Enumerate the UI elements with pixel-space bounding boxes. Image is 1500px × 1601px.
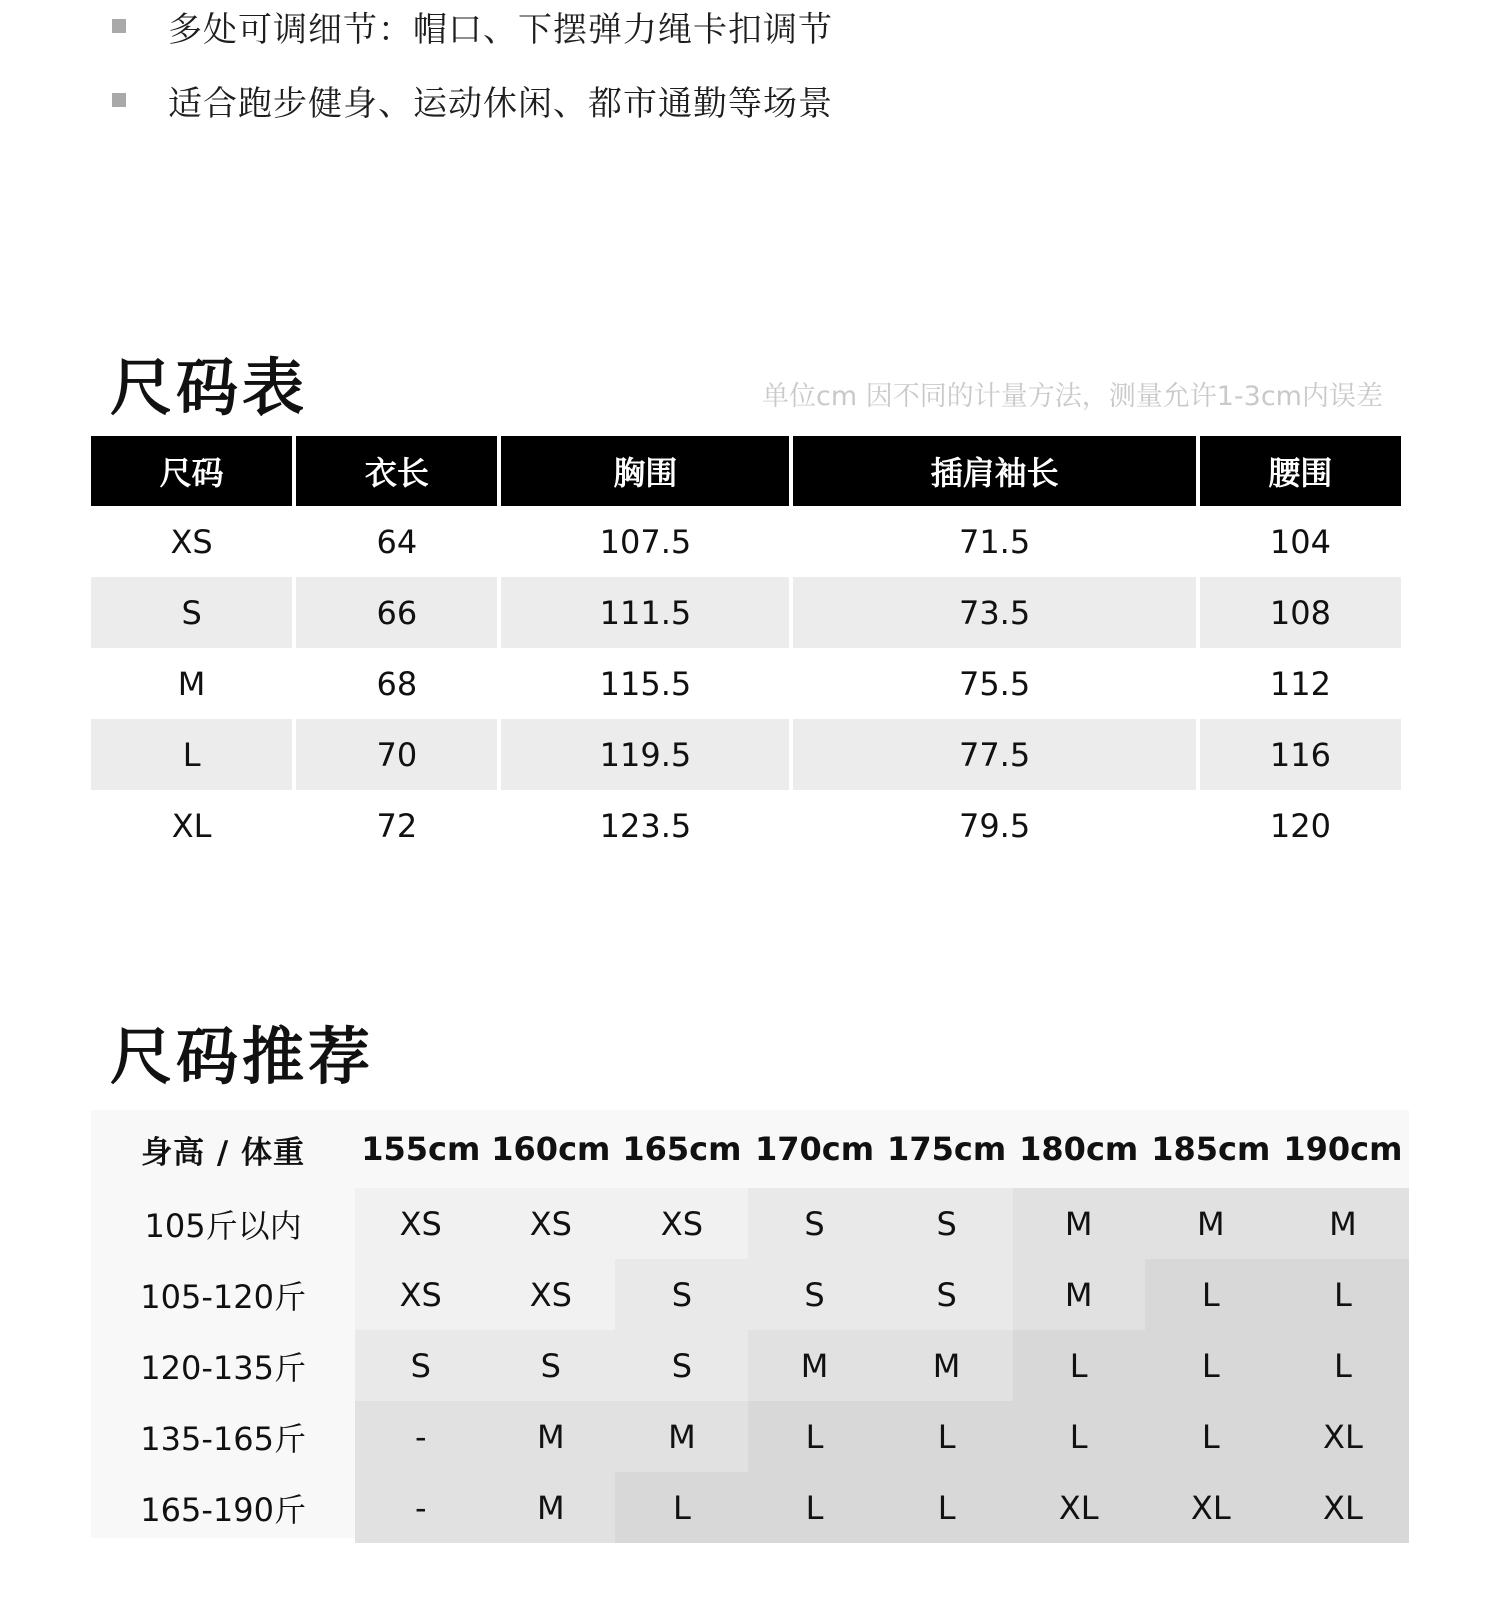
size-cell: M (615, 1401, 748, 1472)
size-cell: M (1013, 1188, 1145, 1259)
size-table-title: 尺码表 (110, 351, 309, 424)
table-cell: 112 (1269, 664, 1331, 703)
table-cell: 72 (376, 806, 418, 845)
size-cell: - (355, 1472, 486, 1543)
table-row (91, 506, 1401, 577)
size-cell: XL (1145, 1472, 1277, 1543)
table-cell: 104 (1269, 522, 1331, 561)
bullet-square-icon (112, 93, 126, 107)
height-header: 170cm (754, 1130, 875, 1168)
size-cell: XS (355, 1259, 486, 1330)
table-cell: 119.5 (501, 719, 789, 790)
table-row (91, 790, 1401, 861)
table-cell: 116 (1200, 719, 1401, 790)
table-cell: 70 (296, 719, 497, 790)
table-row (91, 1330, 1409, 1401)
size-table-header-length: 衣长 (296, 436, 497, 506)
table-row (91, 577, 1401, 648)
table-cell: 123.5 (599, 806, 692, 845)
size-cell: L (1145, 1330, 1277, 1401)
table-cell: XS (170, 522, 213, 561)
weight-label: 105斤以内 (144, 1206, 302, 1245)
table-cell: XL (171, 806, 212, 845)
size-cell: L (615, 1472, 748, 1543)
table-cell: M (177, 664, 206, 703)
size-cell: L (1145, 1401, 1277, 1472)
table-row (91, 1188, 1409, 1259)
size-cell: L (1013, 1401, 1145, 1472)
height-header: 160cm (491, 1130, 611, 1168)
table-cell: 68 (376, 664, 418, 703)
table-cell: 115.5 (599, 664, 692, 703)
size-table-header-sleeve: 插肩袖长 (793, 436, 1195, 506)
size-cell: M (486, 1472, 615, 1543)
size-table-unit-note: 单位cm 因不同的计量方法，测量允许1-3cm内误差 (762, 381, 1383, 412)
size-cell: M (881, 1330, 1013, 1401)
size-recommend-panel (91, 1110, 1409, 1538)
size-cell: S (881, 1188, 1013, 1259)
size-table (87, 436, 1405, 861)
size-cell: XL (1013, 1472, 1145, 1543)
table-row (91, 1401, 1409, 1472)
weight-label: 165-190斤 (140, 1490, 306, 1529)
size-cell: XS (486, 1188, 615, 1259)
size-cell: L (1277, 1259, 1409, 1330)
feature-bullet (112, 70, 1312, 130)
size-table-header-waist: 腰围 (1200, 436, 1401, 506)
table-cell: 71.5 (958, 522, 1031, 561)
table-cell: 77.5 (793, 719, 1195, 790)
size-cell: S (748, 1188, 880, 1259)
table-cell: 64 (376, 522, 418, 561)
table-cell: 79.5 (958, 806, 1031, 845)
weight-label: 120-135斤 (140, 1348, 306, 1387)
size-table-header-chest: 胸围 (501, 436, 789, 506)
size-cell: - (355, 1401, 486, 1472)
recommend-header-row (91, 1110, 1409, 1188)
feature-bullet-text: 多处可调细节：帽口、下摆弹力绳卡扣调节 (168, 9, 833, 50)
size-cell: L (881, 1472, 1013, 1543)
weight-label: 135-165斤 (140, 1419, 306, 1458)
size-cell: S (615, 1259, 748, 1330)
size-table-header-row (91, 436, 1401, 506)
size-cell: XS (355, 1188, 486, 1259)
size-cell: M (1013, 1259, 1145, 1330)
table-cell: 75.5 (958, 664, 1031, 703)
height-header: 165cm (622, 1130, 742, 1168)
size-cell: S (486, 1330, 615, 1401)
size-cell: M (748, 1330, 880, 1401)
size-cell: S (748, 1259, 880, 1330)
size-cell: L (748, 1401, 880, 1472)
table-cell: 111.5 (501, 577, 789, 648)
size-cell: M (486, 1401, 615, 1472)
table-row (91, 719, 1401, 790)
size-cell: L (1013, 1330, 1145, 1401)
height-header: 190cm (1283, 1130, 1403, 1168)
size-table-header-size: 尺码 (91, 436, 292, 506)
height-header: 180cm (1019, 1130, 1139, 1168)
size-recommend-title: 尺码推荐 (110, 1020, 375, 1093)
bullet-square-icon (112, 19, 126, 33)
size-cell: S (881, 1259, 1013, 1330)
recommend-corner-label: 身高 / 体重 (141, 1134, 306, 1171)
table-cell: 73.5 (793, 577, 1195, 648)
feature-bullet-text: 适合跑步健身、运动休闲、都市通勤等场景 (168, 83, 833, 124)
size-cell: M (1277, 1188, 1409, 1259)
size-cell: XL (1277, 1401, 1409, 1472)
height-header: 175cm (887, 1130, 1007, 1168)
size-cell: L (1277, 1330, 1409, 1401)
size-cell: L (1145, 1259, 1277, 1330)
weight-label: 105-120斤 (140, 1277, 306, 1316)
table-row (91, 1472, 1409, 1543)
table-row (91, 648, 1401, 719)
size-cell: XL (1277, 1472, 1409, 1543)
table-cell: 120 (1269, 806, 1331, 845)
size-cell: L (748, 1472, 880, 1543)
table-cell: 107.5 (599, 522, 692, 561)
size-recommend-table (91, 1110, 1409, 1543)
table-cell: L (91, 719, 292, 790)
height-header: 185cm (1151, 1130, 1271, 1168)
size-cell: XS (486, 1259, 615, 1330)
table-cell: S (91, 577, 292, 648)
height-header: 155cm (361, 1130, 481, 1168)
size-cell: L (881, 1401, 1013, 1472)
size-cell: S (615, 1330, 748, 1401)
table-cell: 108 (1200, 577, 1401, 648)
table-row (91, 1259, 1409, 1330)
feature-bullet (112, 0, 1312, 56)
table-cell: 66 (296, 577, 497, 648)
size-cell: XS (615, 1188, 748, 1259)
size-cell: M (1145, 1188, 1277, 1259)
size-cell: S (355, 1330, 486, 1401)
